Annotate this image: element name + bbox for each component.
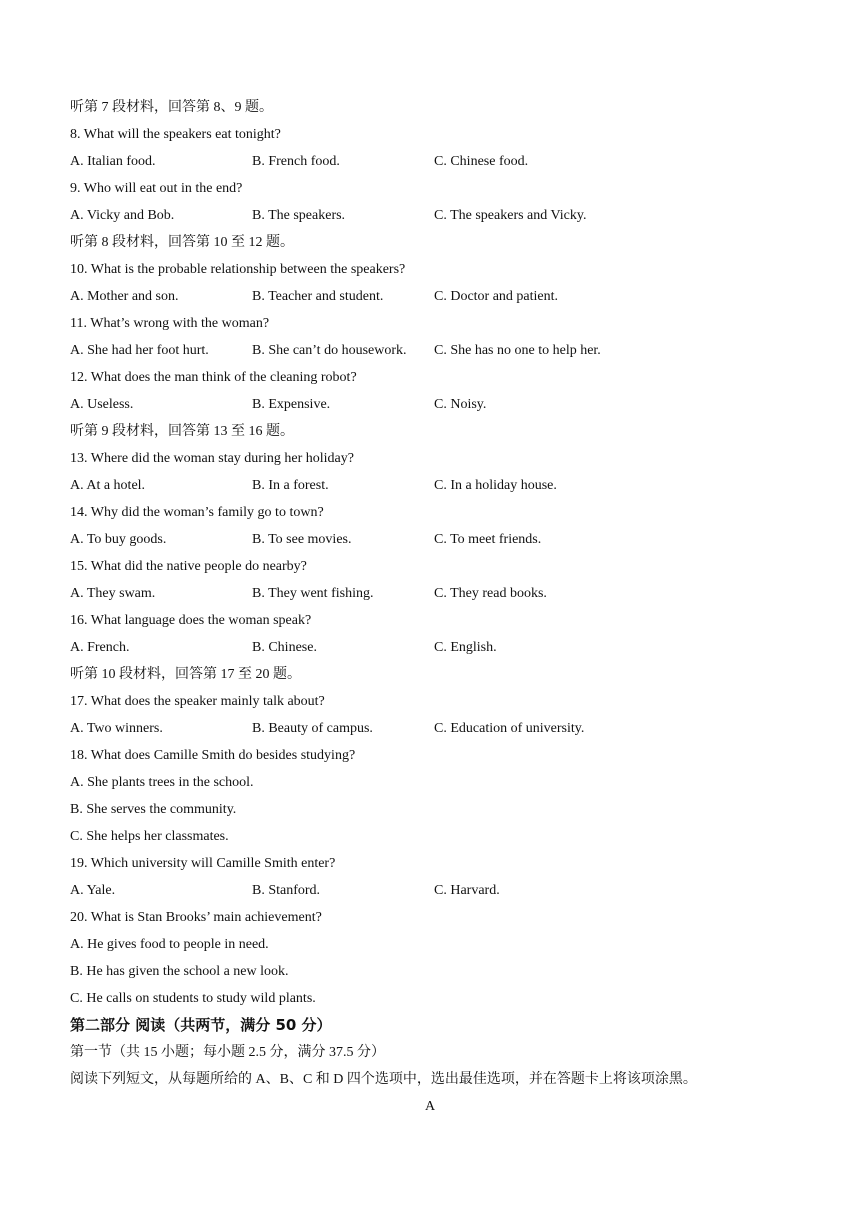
line-text: B. She serves the community. xyxy=(70,802,237,817)
option-c: C. Noisy. xyxy=(434,397,487,412)
line-text: 17. What does the speaker mainly talk about? xyxy=(70,694,325,709)
option-a: A. To buy goods. xyxy=(70,532,167,547)
option-a: A. They swam. xyxy=(70,586,156,601)
text-line xyxy=(70,904,790,931)
text-line xyxy=(70,1066,790,1093)
line-text: B. He has given the school a new look. xyxy=(70,964,289,979)
option-a: A. Yale. xyxy=(70,883,116,898)
line-text: 18. What does Camille Smith do besides studying? xyxy=(70,748,356,763)
text-line xyxy=(70,769,790,796)
option-b: B. French food. xyxy=(252,154,340,169)
line-text: 听第 8 段材料，回答第 10 至 12 题。 xyxy=(70,235,294,250)
line-text: 8. What will the speakers eat tonight? xyxy=(70,127,281,142)
answer-options-row xyxy=(70,580,790,607)
answer-options-row xyxy=(70,526,790,553)
text-line xyxy=(70,553,790,580)
section-heading xyxy=(70,1012,790,1039)
text-line xyxy=(70,742,790,769)
option-a: A. She had her foot hurt. xyxy=(70,343,209,358)
option-c: C. Chinese food. xyxy=(434,154,529,169)
option-c: C. The speakers and Vicky. xyxy=(434,208,587,223)
text-line xyxy=(70,418,790,445)
option-c: C. Education of university. xyxy=(434,721,585,736)
line-text: 13. Where did the woman stay during her holiday? xyxy=(70,451,354,466)
option-a: A. Mother and son. xyxy=(70,289,179,304)
line-text: 19. Which university will Camille Smith enter? xyxy=(70,856,336,871)
text-line xyxy=(70,796,790,823)
option-c: C. English. xyxy=(434,640,497,655)
option-a: A. French. xyxy=(70,640,130,655)
text-line xyxy=(70,175,790,202)
text-line xyxy=(70,499,790,526)
answer-options-row xyxy=(70,202,790,229)
answer-options-row xyxy=(70,283,790,310)
option-b: B. They went fishing. xyxy=(252,586,374,601)
text-line xyxy=(70,688,790,715)
option-a: A. Two winners. xyxy=(70,721,163,736)
option-b: B. Chinese. xyxy=(252,640,317,655)
section-heading-text: 第二部分 阅读（共两节，满分 50 分） xyxy=(70,1016,332,1034)
option-b: B. To see movies. xyxy=(252,532,352,547)
text-line xyxy=(70,256,790,283)
line-text: A. He gives food to people in need. xyxy=(70,937,269,952)
option-b: B. Stanford. xyxy=(252,883,321,898)
option-a: A. At a hotel. xyxy=(70,478,146,493)
line-text: 听第 9 段材料，回答第 13 至 16 题。 xyxy=(70,424,294,439)
text-line xyxy=(70,364,790,391)
line-text: 9. Who will eat out in the end? xyxy=(70,181,243,196)
option-c: C. In a holiday house. xyxy=(434,478,557,493)
passage-label-text: A xyxy=(424,1099,436,1114)
text-line xyxy=(70,310,790,337)
text-line xyxy=(70,931,790,958)
option-a: A. Vicky and Bob. xyxy=(70,208,175,223)
line-text: C. She helps her classmates. xyxy=(70,829,229,844)
line-text: 11. What’s wrong with the woman? xyxy=(70,316,270,331)
passage-label xyxy=(70,1093,790,1120)
option-a: A. Italian food. xyxy=(70,154,156,169)
document-page xyxy=(70,94,790,1120)
line-text: 听第 10 段材料，回答第 17 至 20 题。 xyxy=(70,667,301,682)
text-line xyxy=(70,607,790,634)
option-b: B. Teacher and student. xyxy=(252,289,384,304)
line-text: 10. What is the probable relationship between the speakers? xyxy=(70,262,406,277)
answer-options-row xyxy=(70,877,790,904)
text-line xyxy=(70,850,790,877)
option-b: B. Expensive. xyxy=(252,397,331,412)
option-c: C. Doctor and patient. xyxy=(434,289,559,304)
line-text: 12. What does the man think of the cleaning robot? xyxy=(70,370,357,385)
option-c: C. They read books. xyxy=(434,586,547,601)
option-c: C. Harvard. xyxy=(434,883,500,898)
line-text: 14. Why did the woman’s family go to town? xyxy=(70,505,324,520)
text-line xyxy=(70,823,790,850)
text-line xyxy=(70,661,790,688)
text-line xyxy=(70,958,790,985)
option-a: A. Useless. xyxy=(70,397,134,412)
line-text: 阅读下列短文，从每题所给的 A、B、C 和 D 四个选项中，选出最佳选项，并在答题卡上将该项涂黑。 xyxy=(70,1072,697,1087)
line-text: 16. What language does the woman speak? xyxy=(70,613,312,628)
text-line xyxy=(70,1039,790,1066)
answer-options-row xyxy=(70,634,790,661)
option-b: B. The speakers. xyxy=(252,208,346,223)
option-b: B. Beauty of campus. xyxy=(252,721,373,736)
line-text: 15. What did the native people do nearby? xyxy=(70,559,307,574)
option-c: C. To meet friends. xyxy=(434,532,542,547)
text-line xyxy=(70,229,790,256)
option-c: C. She has no one to help her. xyxy=(434,343,601,358)
answer-options-row xyxy=(70,337,790,364)
text-line xyxy=(70,445,790,472)
answer-options-row xyxy=(70,148,790,175)
option-b: B. She can’t do housework. xyxy=(252,343,407,358)
text-line xyxy=(70,985,790,1012)
line-text: 第一节（共 15 小题；每小题 2.5 分，满分 37.5 分） xyxy=(70,1045,385,1060)
text-line xyxy=(70,121,790,148)
answer-options-row xyxy=(70,391,790,418)
option-b: B. In a forest. xyxy=(252,478,329,493)
text-line xyxy=(70,94,790,121)
line-text: A. She plants trees in the school. xyxy=(70,775,254,790)
answer-options-row xyxy=(70,715,790,742)
line-text: C. He calls on students to study wild plants. xyxy=(70,991,316,1006)
line-text: 20. What is Stan Brooks’ main achievement? xyxy=(70,910,322,925)
line-text: 听第 7 段材料，回答第 8、9 题。 xyxy=(70,100,273,115)
answer-options-row xyxy=(70,472,790,499)
